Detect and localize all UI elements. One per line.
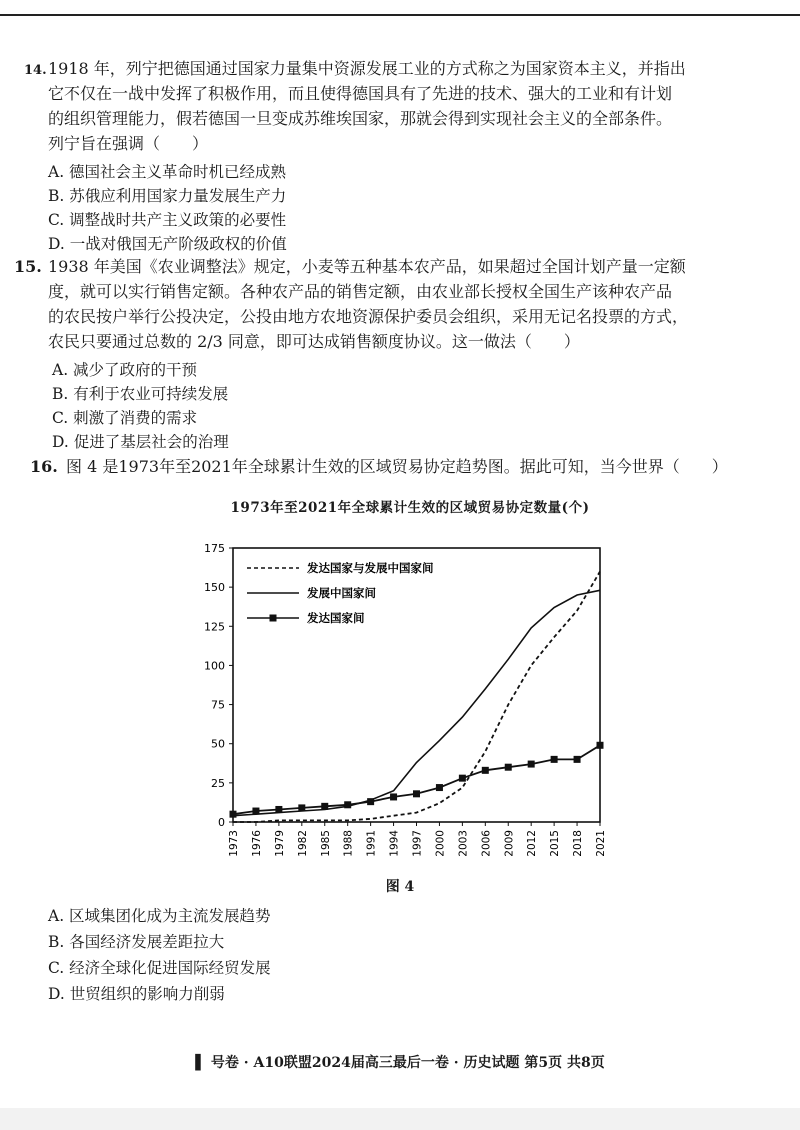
option-d[interactable]: D. 世贸组织的影响力削弱 [48,985,225,1003]
question-stem-line: 度，就可以实行销售定额。各种农产品的销售定额，由农业部长授权全国生产该种农产品 [48,282,673,301]
y-tick-label: 50 [211,737,225,751]
data-point-marker [574,756,581,763]
series-line-3 [233,745,600,814]
option-c[interactable]: C. 调整战时共产主义政策的必要性 [48,211,287,229]
y-tick-label: 75 [211,698,225,712]
x-tick-label: 2012 [526,830,539,857]
y-tick-label: 100 [204,659,225,673]
x-tick-label: 2015 [549,830,562,857]
scan-edge [0,1108,800,1130]
x-tick-label: 1976 [250,830,263,857]
data-point-marker [482,767,489,774]
y-tick-label: 175 [204,542,225,555]
option-a[interactable]: A. 德国社会主义革命时机已经成熟 [48,163,287,181]
option-b[interactable]: B. 各国经济发展差距拉大 [48,933,225,951]
question-number: 15. [14,257,42,276]
x-tick-label: 1994 [388,830,401,857]
question-number: 14. [24,63,47,78]
series-line-2 [233,590,600,815]
legend-label: 发达国家间 [307,611,365,625]
footer-text: · A10联盟2024届高三最后一卷 · 历史试题 第5页 共8页 [238,1055,605,1071]
series-line-1 [233,572,600,823]
legend-marker [270,615,277,622]
data-point-marker [528,761,535,768]
data-point-marker [413,790,420,797]
question-stem-line: 1918 年，列宁把德国通过国家力量集中资源发展工业的方式称之为国家资本主义，并指出 [48,59,686,78]
x-tick-label: 1988 [342,830,355,857]
plot-frame [233,548,600,822]
chart-svg [190,496,630,876]
x-tick-label: 2021 [595,830,607,857]
figure-4-chart [190,496,630,876]
x-tick-label: 1979 [273,830,286,857]
question-stem-line: 列宁旨在强调（ ） [48,134,209,153]
option-c[interactable]: C. 经济全球化促进国际经贸发展 [48,959,271,977]
x-tick-label: 2018 [572,830,585,857]
option-a[interactable]: A. 减少了政府的干预 [52,361,198,379]
data-point-marker [275,806,282,813]
figure-caption: 图 4 [385,879,415,895]
footer-brand: ▌ 号卷 [195,1055,239,1071]
x-tick-label: 1982 [296,830,309,857]
question-number: 16. [30,457,58,476]
x-tick-label: 2003 [457,830,470,857]
legend-label: 发达国家与发展中国家间 [307,561,434,575]
y-tick-label: 150 [204,581,225,595]
option-d[interactable]: D. 促进了基层社会的治理 [52,433,229,451]
x-tick-label: 1973 [228,830,240,857]
data-point-marker [252,808,259,815]
data-point-marker [230,811,237,818]
option-d[interactable]: D. 一战对俄国无产阶级政权的价值 [48,235,287,253]
question-stem-line: 的组织管理能力，假若德国一旦变成苏维埃国家，那就会得到实现社会主义的全部条件。 [48,109,673,128]
top-rule [0,14,800,16]
question-stem-line: 图 4 是1973年至2021年全球累计生效的区域贸易协定趋势图。据此可知，当今世界（ ） [66,457,728,476]
legend-label: 发展中国家间 [307,586,376,600]
page-footer [0,1052,800,1072]
data-point-marker [321,803,328,810]
option-b[interactable]: B. 苏俄应利用国家力量发展生产力 [48,187,287,205]
x-tick-label: 2006 [480,830,493,857]
option-a[interactable]: A. 区域集团化成为主流发展趋势 [48,907,271,925]
data-point-marker [597,742,604,749]
question-stem-line: 农民只要通过总数的 2/3 同意，即可达成销售额度协议。这一做法（ ） [48,332,580,351]
x-tick-label: 1991 [365,830,378,857]
question-stem-line: 1938 年美国《农业调整法》规定，小麦等五种基本农产品，如果超过全国计划产量一定额 [48,257,686,276]
option-b[interactable]: B. 有利于农业可持续发展 [52,385,229,403]
data-point-marker [551,756,558,763]
y-tick-label: 0 [218,816,225,829]
x-tick-label: 2009 [503,830,516,857]
y-tick-label: 25 [211,776,225,790]
y-tick-label: 125 [204,620,225,634]
question-stem-line: 它不仅在一战中发挥了积极作用，而且使得德国具有了先进的技术、强大的工业和有计划 [48,84,673,103]
question-stem-line: 的农民按户举行公投决定，公投由地方农地资源保护委员会组织，采用无记名投票的方式， [48,307,689,326]
data-point-marker [367,798,374,805]
data-point-marker [436,784,443,791]
data-point-marker [390,793,397,800]
x-tick-label: 2000 [434,830,447,857]
data-point-marker [298,804,305,811]
data-point-marker [459,775,466,782]
chart-title: 1973年至2021年全球累计生效的区域贸易协定数量(个) [230,500,590,516]
x-tick-label: 1985 [319,830,332,857]
data-point-marker [344,801,351,808]
data-point-marker [505,764,512,771]
option-c[interactable]: C. 刺激了消费的需求 [52,409,198,427]
x-tick-label: 1997 [411,830,424,857]
